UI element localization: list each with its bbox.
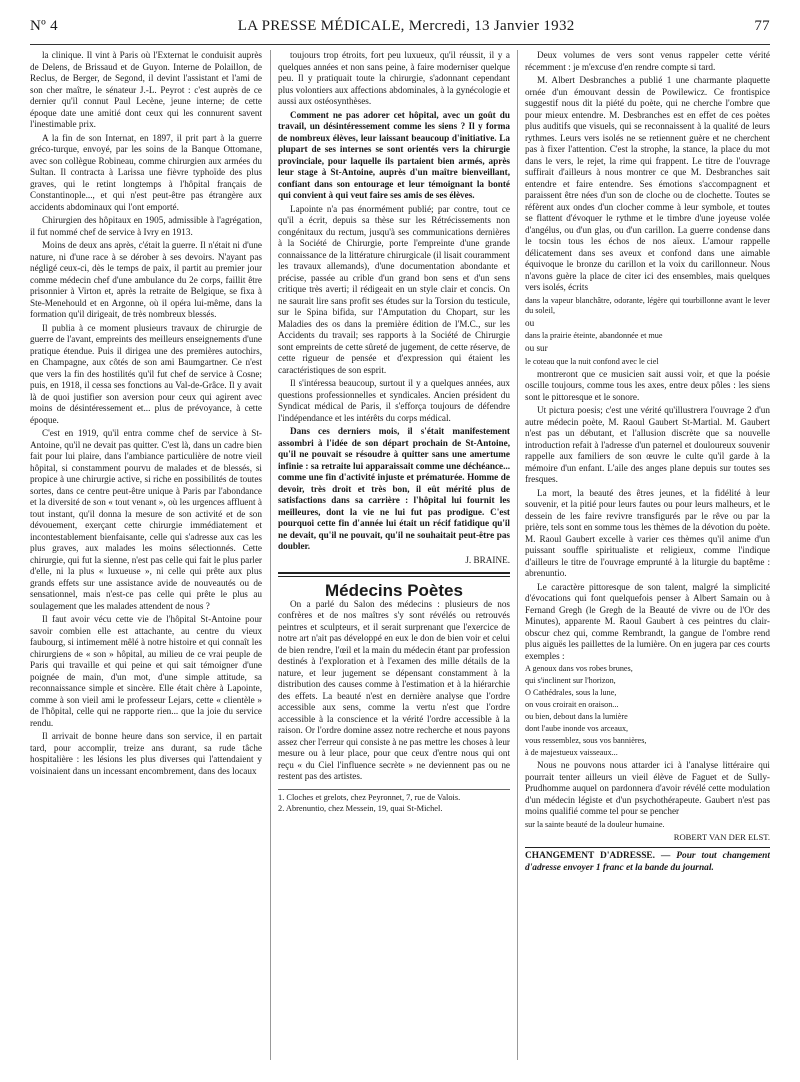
author-signature: J. BRAINE. [465,554,510,565]
verse-line: vous ressemblez, sous vos bannières, [525,736,647,745]
footnote: 1. Cloches et grelots, chez Peyronnet, 7, rue de Valois. [278,792,461,802]
running-header [30,18,770,40]
paragraph: Le caractère pittoresque de son talent, malgré la simplicité d'évocations qui font quelquefois penser à Albert Samain ou à Fernand Gregh (le Gregh de la Beauté de vivre ou de l'Or des Minutes), apparente M. Raoul Gaubert à ces peintres du clair-obscur chez qui, comme Rembrandt, la gangue de l'ombre rend plus aiguës les paillettes de la lumière. On en jugera par ces courts exemples : [525,581,770,661]
paragraph: Il arrivait de bonne heure dans son service, il en partait tard, pour accomplir, treize ans durant, sa rude tâche hospitalière : les lésions les plus diverses qui l'attendaient y voisinaient dans un incessant encombrement, dans des locaux [30,731,262,776]
paragraph: Ut pictura poesis; c'est une vérité qu'illustrera l'ouvrage 2 d'un autre médecin poète, M. Raoul Gaubert St-Martial. M. Gaubert n'est pas un débutant, et l'allusion discrète que sa nouvelle introduction refait à l'adresse d'un paternel et douloureux souvenir rappelle aux familiers de son œuvre le culte qu'il garde à la mémoire d'un enfant. L'aile des anges plane depuis sur toutes ses fresques. [525,405,770,484]
column-separator [270,50,271,1060]
verse-block [525,664,770,758]
paragraph: On a parlé du Salon des médecins : plusieurs de nos confrères et de nos maîtres s'y sont révélés ou retrouvés peintres et sculpteurs, et il serait surprenant que l'exercice de notre art n'ait pas développé en eux le don de bien voir et celui de bien rendre, l'œil et la main du médecin étant par profession destinés à l'exploration et à l'examen des mille détails de la nature, et leur jugement se dépensant constamment à la distribution des causes comme à l'estimation et à la hiérarchie des effets. La beauté n'est en dernière analyse que l'ordre accessible aux sens, comme la vertu n'est que l'ordre accessible à la conscience et la vérité l'ordre accessible à la raison. Or l'ordre domine assez notre recherche et nous payons assez cher l'erreur qui consiste à ne pas mettre les choses à leur mesure ou à leur place, pour que ceux d'entre nous qui ont reçu « du Ciel l'influence secrète » ne deviennent pas ou ne restent pas des artistes. [278,598,510,781]
paragraph: Lapointe n'a pas énormément publié; par contre, tout ce qu'il a écrit, depuis sa thèse sur les Rétrécissements non congénitaux du rectum, jusqu'à ses communications dernières à la Société de Chirurgie, porte l'empreinte d'une grande connaissance de la littérature chirurgicale (il lisait couramment les travaux allemands), d'une documentation abondante et précise, passée au crible d'un grand bon sens et d'un sens critique très averti; il rédigeait en un style clair et concis. On ne saurait lire sans profit ses études sur la Torsion du testicule, sur le Spina bifida, sur l'Amputation du Chopart, sur les Maladies des os dans la première édition de l'M.C., sur les Accidents du travail; ses rapports à la Société de Chirurgie sont empreints de cette sûreté de jugement, de cette réserve, de cette rigueur de pensée et d'expression qui étaient les caractéristiques de son esprit. [278,203,510,375]
quotation: dans la vapeur blanchâtre, odorante, légère qui tourbillonne avant le lever du soleil, [525,295,770,315]
paragraph: Il faut avoir vécu cette vie de l'hôpital St-Antoine pour savoir combien elle est attachante, au centre du vieux faubourg, si intimement mêlé à notre histoire et qui connaît les chirurgiens de « son » hôpital, au milieu de ce vrai peuple de Paris qui travaille et qui peine et qui sait témoigner d'une poignée de main, d'un mot, d'une simple attitude, sa reconnaissance simple et sincère. Elle était chère à Lapointe, comme à son vieil ami le professeur Lejars, cette « clientèle » de l'hôpital, celle qui ne rapporte rien... que la joie du service rendu. [30,614,262,728]
quotation: dans la prairie éteinte, abandonnée et mue [525,331,663,340]
section-title: Médecins Poètes [325,581,463,600]
paragraph: Moins de deux ans après, c'était la guerre. Il n'était ni d'une nature, ni d'une race à se dérober à ses devoirs. N'ayant pas négligé ceux-ci, dès le temps de paix, il partit au premier jour comme médecin chef d'une ambulance du 2e corps, faillit être prisonnier à Virton et, après la retraite de Belgique, se fixa à Ste-Menehould et en Argonne, où il opéra lui-même, dans la formation qu'il dirigeait, de très nombreux blessés. [30,240,262,319]
page-number: 77 [754,18,770,34]
paragraph: A la fin de son Internat, en 1897, il prit part à la guerre gréco-turque, envoyé, par les soins de la Banque Ottomane, avec son collègue Robineau, comme chirurgien aux armées du Sultan. Il contracta à Larissa une fièvre typhoïde des plus graves, qui le retint longtemps à l'hôpital français de Constantinople..., et qui n'est peut-être pas étrangère aux accidents abdominaux qui l'ont emporté. [30,132,262,212]
verse-line: à de majestueux vaisseaux... [525,748,618,757]
paragraph: Il s'intéressa beaucoup, surtout il y a quelques années, aux questions professionnelles et syndicales. Ancien président du Syndicat médical de Paris, il s'efforça toujours de défendre l'indépendance et les intérêts du corps médical. [278,378,510,423]
verse-line: A genoux dans vos robes brunes, [525,664,633,673]
paragraph: La mort, la beauté des êtres jeunes, et la fidélité à leur souvenir, et la pitié pour leurs fautes ou pour leurs malheurs, et le dessein de les faire revivre transfigurés par le rêve ou par la prière, tels sont en somme tous les thèmes de la dévotion du poète. M. Raoul Gaubert excelle à varier ces thèmes qu'il anime d'un puissant souffle spiritualiste et religieux, comme l'indique d'ailleurs le titre de l'ouvrage emprunté à la liturgie du baptême : abrenuntio. [525,487,770,578]
footnotes [278,789,510,814]
connector-text: ou sur [525,343,548,353]
connector-text: ou [525,317,535,328]
column-separator [517,50,518,1060]
verse-line: dont l'aube inonde vos arceaux, [525,724,629,733]
verse-line: O Cathédrales, sous la lune, [525,688,617,697]
section-rule [278,576,510,577]
quotation: sur la sainte beauté de la douleur humaine. [525,819,665,829]
column-1 [30,50,262,1070]
author-signature: ROBERT VAN DER ELST. [673,831,770,842]
verse-line: on vous croirait en oraison... [525,700,619,709]
section-rule [278,572,510,574]
paragraph: Nous ne pouvons nous attarder ici à l'analyse littéraire qui pourrait tenter ailleurs un vieil élève de Faguet et de Sully-Prudhomme auquel on pardonnera d'avoir révélé cette modulation d'un médecin légiste et d'un psychothérapeute. Gaubert n'est pas moins qualifié comme tel pour se pencher [525,760,770,816]
footnote: 2. Abrenuntio, chez Messein, 19, quai St-Michel. [278,803,443,813]
paragraph: Comment ne pas adorer cet hôpital, avec un goût du travail, un désintéressement comme les siens ? Il y forma de nombreux élèves, leur laissant beaucoup d'initiative. La plupart de ses internes se sont orientés vers la chirurgie provinciale, pour laquelle ils partaient bien armés, après leur stage à St-Antoine, auprès d'un maître bienveillant, confiant dans son entourage et leur témoignant la bonté qui convient à qui veut faire ses amis de ses élèves. [278,109,510,200]
paragraph: C'est en 1919, qu'il entra comme chef de service à St-Antoine, qu'il ne devait pas quitter. C'est là, dans un cadre bien fait pour lui plaire, dans l'ambiance particulière de notre vieil hôpital, si constamment pourvu de malades et de blessés, si propice à une chirurgie active, si riche en possibilités de toutes sortes, dans ce centre peut-être unique à Paris par l'abondance et la diversité de son « tout venant », où les urgences affluent à tout instant, qu'il donna la mesure de son activité et de son dévouement, exerçant cette chirurgie immédiatement et incontestablement bienfaisante, celle qui s'adresse aux cas les plus graves, aux malades les moins sélectionnés. Cette chirurgie, qui fut la sienne, n'est pas celle qui fait le plus parler d'elle, ni la plus « luxueuse », ni celle qui prête aux plus grands effets sur une assistance avide de nouveautés ou de sensationnel, mais n'est-ce pas celle qui prête le plus au soulagement que les malades attendent de nous ? [30,428,262,611]
paragraph: M. Albert Desbranches a publié 1 une charmante plaquette ornée d'un émouvant dessin de Powilewicz. Ce frontispice suggestif nous dit la piété du poète, qui ne cherche l'ombre que pour mieux entendre. M. Desbranches est en effet de ces poètes plus auditifs que visuels, qui se reconnaissent à la qualité de leurs rythmes. Leurs vers isolés ne se retiennent guère et ne cherchent pas à fixer l'attention. C'est la strophe, la stance, la place du mot dans le vers, le rejet, la rime qui frappent. Le titre de l'ouvrage suffirait d'ailleurs à nous montrer ce que M. Desbranches sait entendre et faire entendre. Ses émotions s'accompagnent et paraissent être nées d'un son de cloche ou de clochette. Toutes se réfèrent aux ondes d'un clocher comme à leur symbole, et toutes se flattent d'évoquer le rythme et le timbre d'une joyeuse volée d'angélus, ou d'un glas, ou d'un carillon. La guerre condense dans le tocsin tous les échos de nos aïeux. L'amour rappelle délicatement dans ses aveux et confond dans une aimable équivoque le bronze du carillon et la voix du carillonneur. Nous n'avons guère la place de citer ici des ensembles, mais quelques vers isolés, écrits [525,75,770,292]
notice-label: CHANGEMENT D'ADRESSE. [525,851,656,861]
verse-line: ou bien, debout dans la lumière [525,712,628,721]
header-rule [30,44,770,45]
address-change-notice [525,851,770,874]
paragraph: montreront que ce musicien sait aussi voir, et que la poésie oscille toujours, comme tous les axes, entre deux pôles : les siens sont le pittoresque et le sonore. [525,368,770,402]
paragraph: Chirurgien des hôpitaux en 1905, admissible à l'agrégation, il fut nommé chef de service à Ivry en 1913. [30,215,262,237]
paragraph: toujours trop étroits, fort peu luxueux, qu'il réussit, il y a quelques années et non sans peine, à faire moderniser quelque peu. Il y pratiquait toute la chirurgie, s'adonnant cependant plus volontiers aux affections abdominales, à la gynécologie et aussi aux ostéosynthèses. [278,50,510,106]
column-2 [278,50,510,1070]
notice-text: — Pour tout changement d'adresse envoyer 1 franc et la bande du journal. [525,851,770,873]
paragraph: Il publia à ce moment plusieurs travaux de chirurgie de guerre de l'avant, empreints des meilleurs enseignements d'une pratique étendue. Puis il dirigea une des premières autochirs, en Champagne, aux côtés de son ami Baumgartner. Ce n'est que vers la fin des hostilités qu'il fut chef de service à Cosne; puis, en 1918, il cessa ses fonctions au Val-de-Grâce. Il y avait là de quoi justifier son aversion pour ceux qui agirent avec moins de désintéressement et... plus de prévoyance, à cette époque. [30,322,262,425]
journal-title: LA PRESSE MÉDICALE, Mercredi, 13 Janvier 1932 [237,18,575,34]
quotation: le coteau que la nuit confond avec le ciel [525,356,659,366]
verse-line: qui s'inclinent sur l'horizon, [525,676,616,685]
issue-number: Nº 4 [30,18,58,34]
section-rule [525,847,770,848]
paragraph: Dans ces derniers mois, il s'était manifestement assombri à l'idée de son départ prochain de St-Antoine, qu'il ne pouvait se résoudre à quitter sans une amertume infinie : sa retraite lui apparaissait comme une déchéance... comme une fin d'activité injuste et prématurée. Homme de devoir, très droit et très bon, il eût mérité plus de satisfactions dans sa carrière : l'hôpital lui fournit les meilleures, dont la vie ne lui fut pas prodigue. C'est pourquoi cette fin d'année lui était un récif fatidique qu'il ne devait, qu'il ne pouvait, qu'il ne souhaitait peut-être pas doubler. [278,426,510,551]
paragraph: Deux volumes de vers sont venus rappeler cette vérité récemment : je m'excuse d'en rendre compte si tard. [525,50,770,72]
paragraph: la clinique. Il vint à Paris où l'Externat le conduisit auprès de Delens, de Brissaud et de Guyon. Interne de Polaillon, de Reclus, de Berger, de Segond, il devint l'assistant et l'ami de son cher maître, le sénateur J.-L. Peyrot : c'est auprès de ce dernier qu'il connut Paul Lecène, jeune interne; de cette époque date une amitié dont ceux qui les connurent savent l'inestimable prix. [30,50,262,129]
column-3 [525,50,770,1070]
